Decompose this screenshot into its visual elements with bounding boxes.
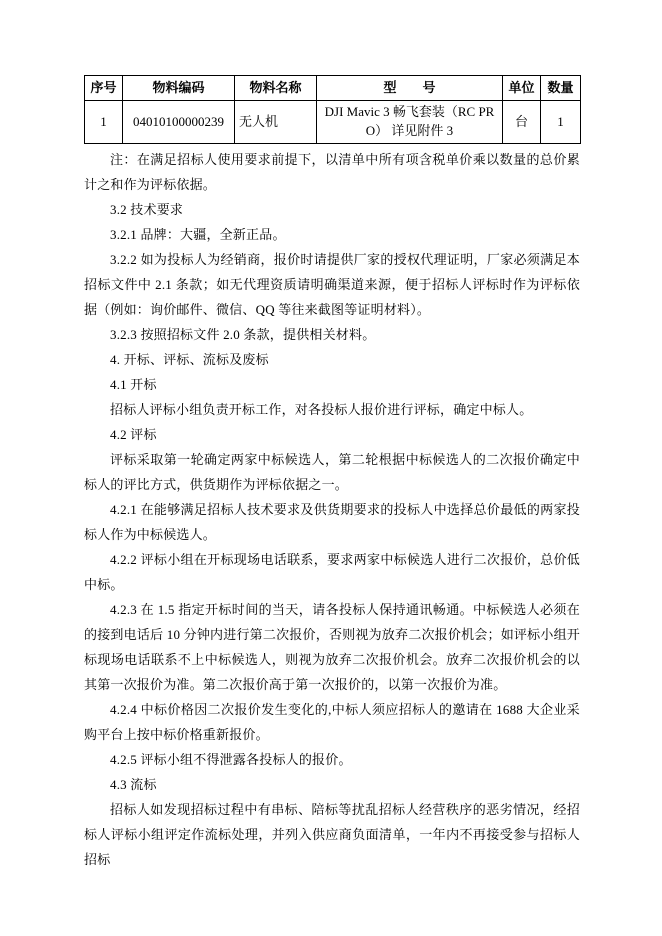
heading-4-1: 4.1 开标	[110, 377, 157, 392]
header-seq: 序号	[85, 76, 123, 101]
cell-model: DJI Mavic 3 畅飞套装（RC PRO） 详见附件 3	[317, 101, 503, 144]
header-code: 物料编码	[123, 76, 235, 101]
paragraph-4-2-1: 4.2.1 在能够满足招标人技术要求及供货期要求的投标人中选择总价最低的两家投标人作为中标候选人。	[84, 502, 580, 542]
paragraph-3-2-3: 3.2.3 按照招标文件 2.0 条款，提供相关材料。	[110, 327, 376, 342]
header-model: 型 号	[317, 76, 503, 101]
header-unit: 单位	[503, 76, 541, 101]
heading-3-2: 3.2 技术要求	[110, 202, 184, 217]
cell-qty: 1	[541, 101, 581, 144]
header-qty: 数量	[541, 76, 581, 101]
cell-seq: 1	[85, 101, 123, 144]
table-header-row	[85, 76, 581, 101]
cell-name: 无人机	[235, 101, 317, 144]
paragraph-3-2-2: 3.2.2 如为投标人为经销商，报价时请提供厂家的授权代理证明，厂家必须满足本招标文件中 2.1 条款；如无代理资质请明确渠道来源，便于招标人评标时作为评标依据（例如：询价邮件、微信、QQ 等往来截图等证明材料）。	[84, 252, 580, 317]
paragraph-4-2-4: 4.2.4 中标价格因二次报价发生变化的,中标人须应招标人的邀请在 1688 大企业采购平台上按中标价格重新报价。	[84, 702, 580, 742]
paragraph-4-2-5: 4.2.5 评标小组不得泄露各投标人的报价。	[110, 752, 352, 767]
paragraph-4-2-3: 4.2.3 在 1.5 指定开标时间的当天，请各投标人保持通讯畅通。中标候选人必须在的接到电话后 10 分钟内进行第二次报价，否则视为放弃二次报价机会；如评标小组开标现场电话联系不上中标候选人，则视为放弃二次报价机会。放弃二次报价机会的以其第一次报价为准。第二次报价高于第一次报价的，以第一次报价为准。	[84, 602, 580, 692]
materials-table	[84, 75, 581, 144]
paragraph-note: 注：在满足招标人使用要求前提下，以清单中所有项含税单价乘以数量的总价累计之和作为评标依据。	[84, 152, 580, 192]
heading-4: 4. 开标、评标、流标及废标	[110, 352, 269, 367]
cell-code: 04010100000239	[123, 101, 235, 144]
table-row	[85, 101, 581, 144]
paragraph-4-2-body: 评标采取第一轮确定两家中标候选人，第二轮根据中标候选人的二次报价确定中标人的评比方式，供货期作为评标依据之一。	[84, 452, 580, 492]
paragraph-3-2-1: 3.2.1 品牌：大疆，全新正品。	[110, 227, 286, 242]
document-body	[84, 147, 580, 872]
paragraph-4-3-body: 招标人如发现招标过程中有串标、陪标等扰乱招标人经营秩序的恶劣情况，经招标人评标小组评定作流标处理，并列入供应商负面清单，一年内不再接受参与招标人招标	[84, 802, 580, 867]
paragraph-4-2-2: 4.2.2 评标小组在开标现场电话联系，要求两家中标候选人进行二次报价，总价低中标。	[84, 552, 580, 592]
header-name: 物料名称	[235, 76, 317, 101]
heading-4-2: 4.2 评标	[110, 427, 157, 442]
paragraph-4-1-body: 招标人评标小组负责开标工作，对各投标人报价进行评标，确定中标人。	[110, 402, 533, 417]
heading-4-3: 4.3 流标	[110, 777, 157, 792]
cell-unit: 台	[503, 101, 541, 144]
